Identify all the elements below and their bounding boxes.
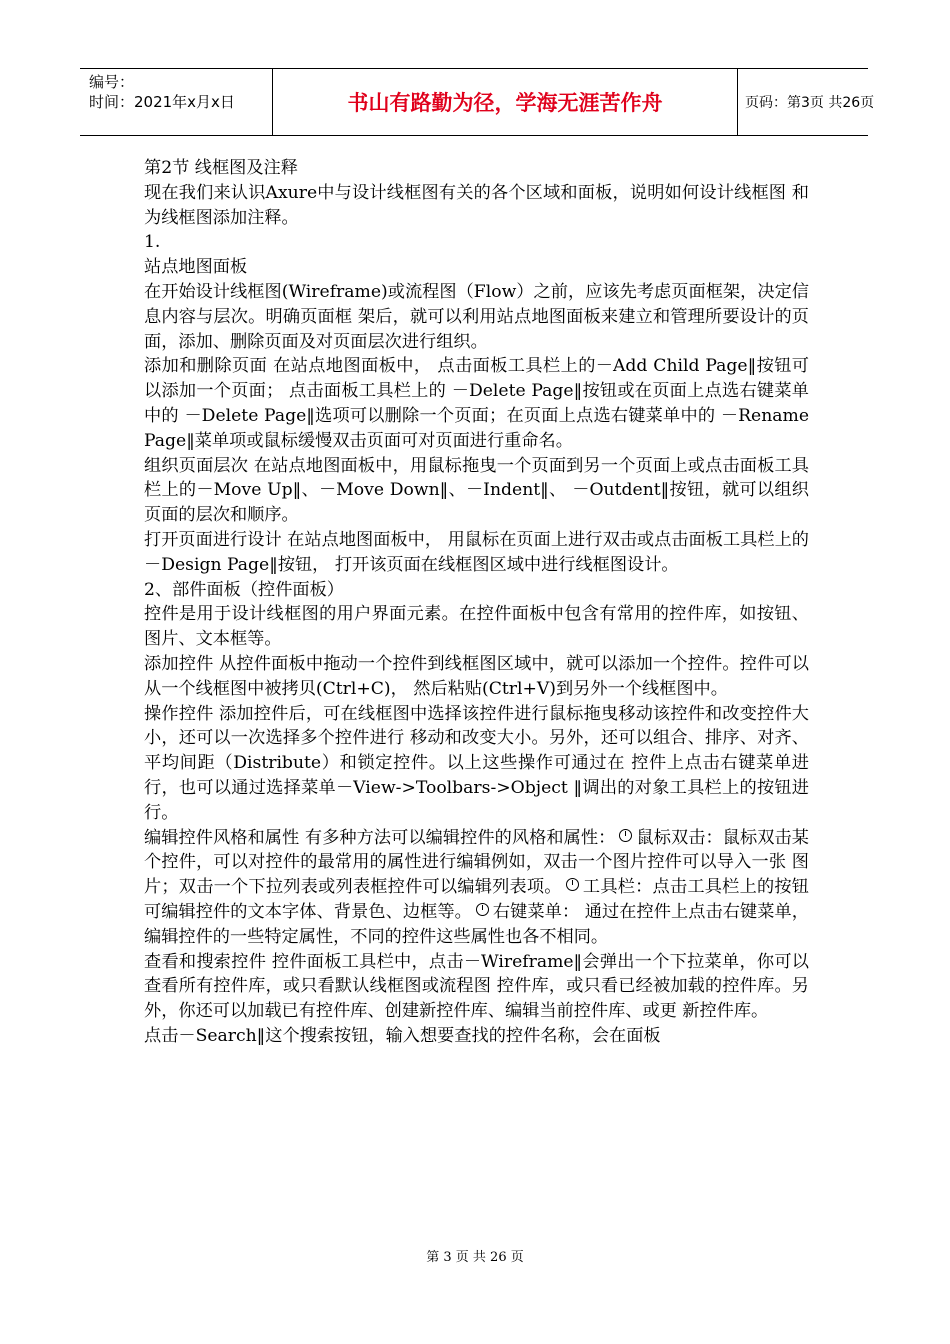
text-run: 右键菜单： 通过在控件上点击右键菜单，编辑控件的一些特定属性，不同的控件这些属性也各不相同。 xyxy=(144,901,809,947)
page-info: 页码：第3页 共26页 xyxy=(745,95,875,111)
page-footer: 第 3 页 共 26 页 xyxy=(426,1250,524,1265)
paragraph: 添加和删除页面 在站点地图面板中， 点击面板工具栏上的－Add Child Page‖按钮可以添加一个页面； 点击面板工具栏上的 －Delete Page‖按钮或在页面上点选右键菜单中的 －Delete Page‖选项可以删除一个页面；在页面上点选右键菜单中的 －Rename Page‖菜单项或鼠标缓慢双击页面可对页面进行重命名。 xyxy=(144,356,809,451)
doc-number-label: 编号： xyxy=(89,73,135,91)
document-body xyxy=(144,156,809,1049)
text-run: 工具栏：点击工具栏上的按钮可编辑控件的文本字体、背景色、边框等。 xyxy=(144,877,809,922)
paragraph: 在开始设计线框图(Wireframe)或流程图（Flow）之前，应该先考虑页面框架，决定信息内容与层次。明确页面框 架后，就可以利用站点地图面板来建立和管理所要设计的页面，添加、删除页面及对页面层次进行组织。 xyxy=(144,281,809,352)
paragraph: 组织页面层次 在站点地图面板中，用鼠标拖曳一个页面到另一个页面上或点击面板工具栏上的－Move Up‖、－Move Down‖、－Indent‖、 －Outdent‖按钮，就可以组织页面的层次和顺序。 xyxy=(144,455,809,526)
paragraph: 点击－Search‖这个搜索按钮，输入想要查找的控件名称，会在面板 xyxy=(144,1025,661,1046)
header-meta-cell xyxy=(80,69,273,135)
paragraph: 打开页面进行设计 在站点地图面板中， 用鼠标在页面上进行双击或点击面板工具栏上的－Design Page‖按钮， 打开该页面在线框图区域中进行线框图设计。 xyxy=(144,529,809,575)
paragraph: 控件是用于设计线框图的用户界面元素。在控件面板中包含有常用的控件库，如按钮、图片、文本框等。 xyxy=(144,604,809,650)
text-run: 编辑控件风格和属性 有多种方法可以编辑控件的风格和属性： xyxy=(144,827,616,848)
paragraph xyxy=(144,826,809,950)
section-title: 第2节 线框图及注释 xyxy=(144,158,298,178)
paragraph: 查看和搜索控件 控件面板工具栏中，点击－Wireframe‖会弹出一个下拉菜单，你可以查看所有控件库，或只看默认线框图或流程图 控件库，或只看已经被加载的控件库。另外，你还可以加载已有控件库、创建新控件库、编辑当前控件库、或更 新控件库。 xyxy=(144,951,809,1022)
clock-icon xyxy=(566,878,579,891)
list-number: 1. xyxy=(144,232,161,253)
date-label: 时间：2021年x月x日 xyxy=(89,93,235,111)
clock-icon xyxy=(619,829,632,842)
subsection-title: 2、部件面板（控件面板） xyxy=(144,579,344,600)
paragraph: 现在我们来认识Axure中与设计线框图有关的各个区域和面板，说明如何设计线框图 和为线框图添加注释。 xyxy=(144,182,809,228)
paragraph: 添加控件 从控件面板中拖动一个控件到线框图区域中，就可以添加一个控件。控件可以从一个线框图中被拷贝(Ctrl+C)， 然后粘贴(Ctrl+V)到另外一个线框图中。 xyxy=(144,653,809,699)
motto-text: 书山有路勤为径，学海无涯苦作舟 xyxy=(273,69,738,135)
clock-icon xyxy=(476,903,489,916)
text-run: 鼠标双击：鼠标双击某个控件，可以对控件的最常用的属性进行编辑例如，双击一个图片控件可以导入一张 图片；双击一个下拉列表或列表框控件可以编辑列表项。 xyxy=(144,827,809,898)
subsection-title: 站点地图面板 xyxy=(144,257,248,278)
header-table xyxy=(80,68,875,136)
paragraph: 操作控件 添加控件后，可在线框图中选择该控件进行鼠标拖曳移动该控件和改变控件大小，还可以一次选择多个控件进行 移动和改变大小。另外，还可以组合、排序、对齐、平均间距（Distribute）和锁定控件。以上这些操作可通过在 控件上点击右键菜单进行，也可以通过选择菜单－View->Toolbars->Object ‖调出的对象工具栏上的按钮进行。 xyxy=(144,703,809,823)
